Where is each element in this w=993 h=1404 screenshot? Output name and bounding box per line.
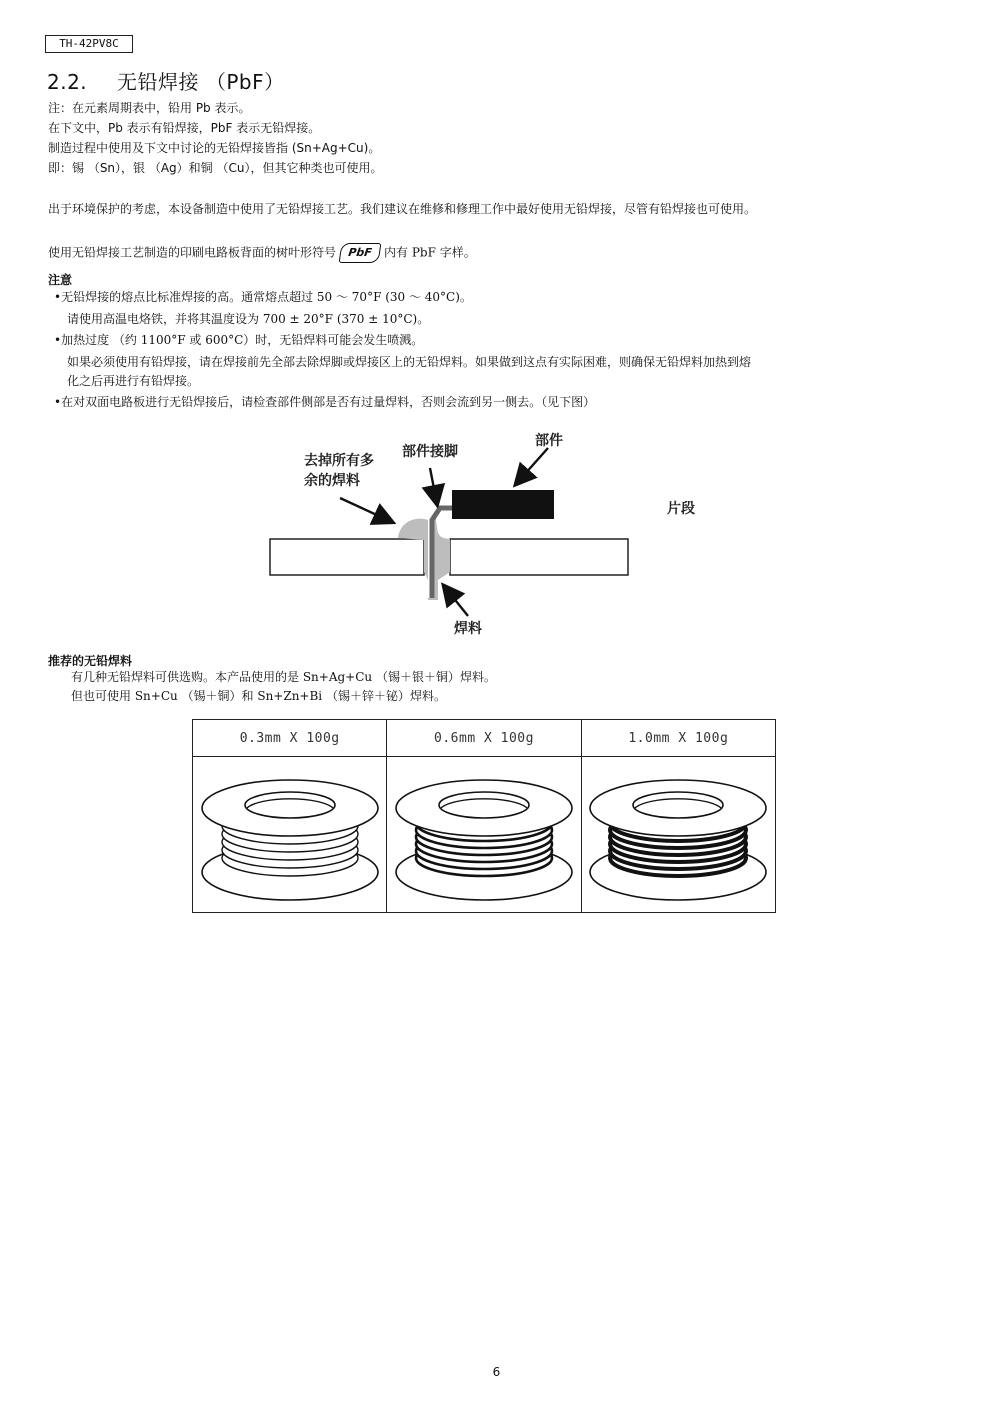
note-line-1: 注：在元素周期表中，铅用 Pb 表示。 [48, 101, 251, 115]
model-number-box: TH-42PV8C [45, 35, 133, 53]
solder-spool-table [192, 719, 776, 913]
label-component-lead: 部件接脚 [402, 444, 458, 460]
spool-cell-thin [193, 757, 387, 913]
solder-spool-thin-icon [195, 760, 385, 905]
solder-spool-medium-icon [389, 760, 579, 905]
spool-image-row [193, 757, 776, 913]
component-body [452, 490, 554, 519]
pbf-text-after: 内有 PbF 字样。 [384, 245, 476, 260]
caution-bullet-3: •在对双面电路板进行无铅焊接后，请检查部件侧部是否有过量焊料，否则会流到另一侧去。（见下图） [54, 395, 596, 409]
spool-size-0.6: 0.6mm X 100g [387, 720, 581, 757]
pcb-left-segment [270, 539, 424, 575]
pbf-text-before: 使用无铅焊接工艺制造的印刷电路板背面的树叶形符号 [48, 245, 337, 260]
note-line-4: 即：锡 （Sn），银 （Ag）和铜 （Cu），但其它种类也可使用。 [48, 161, 383, 175]
note-line-3: 制造过程中使用及下文中讨论的无铅焊接皆指 (Sn+Ag+Cu)。 [48, 141, 381, 155]
label-segment: 片段 [667, 501, 695, 517]
caution-bullet-2: •加热过度 （约 1100°F 或 600°C）时，无铅焊料可能会发生喷溅。 [54, 333, 424, 347]
recommended-line-2: 但也可使用 Sn+Cu （锡＋铜）和 Sn+Zn+Bi （锡＋锌＋铋）焊料。 [71, 689, 446, 703]
caution-bullet-2-detail-1: 如果必须使用有铅焊接，请在焊接前先全部去除焊脚或焊接区上的无铅焊料。如果做到这点有实际困难，则确保无铅焊料加热到熔 [67, 355, 752, 369]
spool-header-row [193, 720, 776, 757]
pbf-leaf-icon: PbF [339, 243, 382, 263]
section-title: 无铅焊接 （PbF） [117, 70, 285, 94]
label-remove-excess-2: 余的焊料 [304, 473, 360, 489]
recommended-line-1: 有几种无铅焊料可供选购。本产品使用的是 Sn+Ag+Cu （锡＋银＋铜）焊料。 [71, 670, 496, 684]
arrow-solder [444, 586, 468, 616]
arrow-lead [430, 468, 437, 504]
note-line-2: 在下文中，Pb 表示有铅焊接，PbF 表示无铅焊接。 [48, 121, 321, 135]
section-heading [47, 66, 285, 95]
spool-cell-thick [581, 757, 775, 913]
caution-title: 注意 [48, 273, 73, 287]
pbf-symbol-paragraph [48, 243, 476, 263]
spool-size-1.0: 1.0mm X 100g [581, 720, 775, 757]
recommended-title: 推荐的无铅焊料 [48, 654, 133, 668]
caution-bullet-1-detail: 请使用高温电烙铁，并将其温度设为 700 ± 20°F (370 ± 10°C)。 [67, 312, 430, 326]
arrow-component [516, 448, 548, 484]
solder-spool-thick-icon [583, 760, 773, 905]
label-solder: 焊料 [454, 621, 482, 637]
pcb-right-segment [450, 539, 628, 575]
label-remove-excess-1: 去掉所有多 [304, 453, 374, 469]
environment-paragraph: 出于环境保护的考虑，本设备制造中使用了无铅焊接工艺。我们建议在维修和修理工作中最好使用无铅焊接，尽管有铅焊接也可使用。 [48, 202, 757, 216]
caution-bullet-1: •无铅焊接的熔点比标准焊接的高。通常熔点超过 50 ～ 70°F (30 ～ 40°C)。 [54, 290, 472, 304]
page-number: 6 [492, 1365, 501, 1379]
spool-cell-medium [387, 757, 581, 913]
caution-bullet-2-detail-2: 化之后再进行有铅焊接。 [67, 374, 200, 388]
section-number: 2.2. [47, 70, 88, 94]
label-component: 部件 [535, 433, 563, 449]
arrow-remove-solder [340, 498, 392, 522]
spool-size-0.3: 0.3mm X 100g [193, 720, 387, 757]
